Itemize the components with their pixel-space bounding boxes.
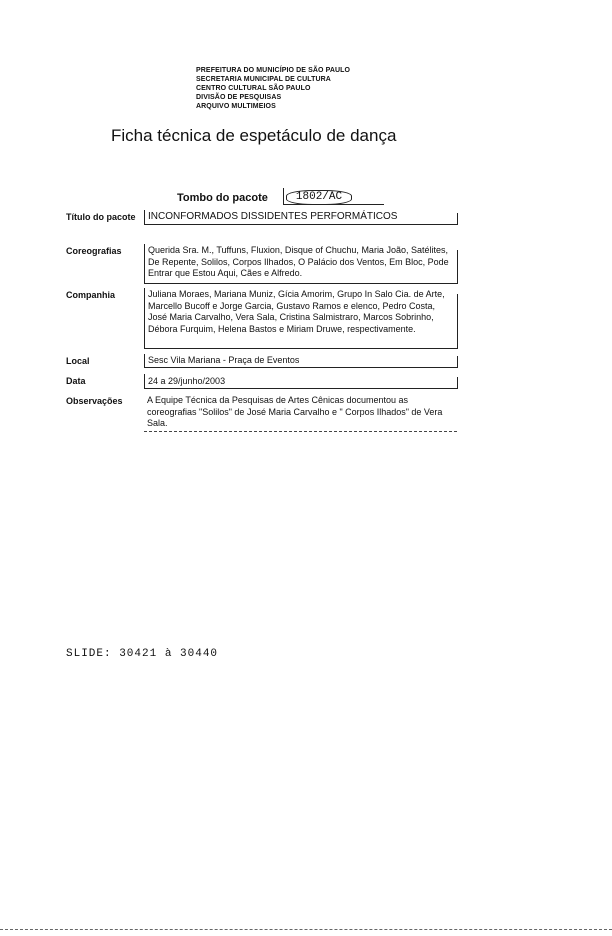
observacoes-value: A Equipe Técnica da Pesquisas de Artes Cênicas documentou as coreografias "Solilos" de José Maria Carvalho e " Corpos Ilhados" de Vera Sala. bbox=[144, 394, 457, 432]
local-box-edge bbox=[457, 356, 458, 368]
titulo-value: INCONFORMADOS DISSIDENTES PERFORMÁTICOS bbox=[144, 210, 457, 225]
coreografias-value: Querida Sra. M., Tuffuns, Fluxion, Disque of Chuchu, Maria João, Satélites, De Repente, Solilos, Corpos Ilhados, O Palácio dos Ventos, Em Bloc, Pode Entrar que Estou Aqui, Cães e Alfredo. bbox=[144, 244, 457, 284]
coreografias-label: Coreografias bbox=[66, 246, 122, 256]
companhia-value: Juliana Moraes, Mariana Muniz, Gícia Amorim, Grupo In Salo Cia. de Arte, Marcello Bucoff e Jorge Garcia, Gustavo Ramos e elenco, Pedro Costa, José Maria Carvalho, Vera Sala, Cristina Salmistraro, Marcos Sobrinho, Débora Furquim, Helena Bastos e Miriam Druwe, respectivamente. bbox=[144, 288, 457, 349]
scan-edge-divider bbox=[0, 929, 612, 930]
header-secretaria: SECRETARIA MUNICIPAL DE CULTURA bbox=[196, 76, 331, 83]
slide-range: SLIDE: 30421 à 30440 bbox=[66, 648, 219, 660]
companhia-box-edge bbox=[457, 294, 458, 349]
tombo-label: Tombo do pacote bbox=[177, 192, 268, 204]
page-title: Ficha técnica de espetáculo de dança bbox=[111, 126, 397, 145]
data-box-edge bbox=[457, 377, 458, 389]
data-label: Data bbox=[66, 376, 86, 386]
local-value: Sesc Vila Mariana - Praça de Eventos bbox=[144, 354, 457, 368]
tombo-value: 1802/AC bbox=[286, 190, 352, 205]
observacoes-label: Observações bbox=[66, 396, 123, 406]
header-centro-cultural: CENTRO CULTURAL SÃO PAULO bbox=[196, 85, 311, 92]
header-divisao: DIVISÃO DE PESQUISAS bbox=[196, 94, 282, 101]
titulo-box-edge bbox=[457, 213, 458, 225]
titulo-label: Título do pacote bbox=[66, 212, 136, 222]
header-arquivo: ARQUIVO MULTIMEIOS bbox=[196, 103, 276, 110]
data-value: 24 a 29/junho/2003 bbox=[144, 374, 457, 389]
coreografias-box-edge bbox=[457, 250, 458, 284]
companhia-label: Companhia bbox=[66, 290, 116, 300]
local-label: Local bbox=[66, 356, 90, 366]
header-prefeitura: PREFEITURA DO MUNICÍPIO DE SÃO PAULO bbox=[196, 67, 351, 74]
